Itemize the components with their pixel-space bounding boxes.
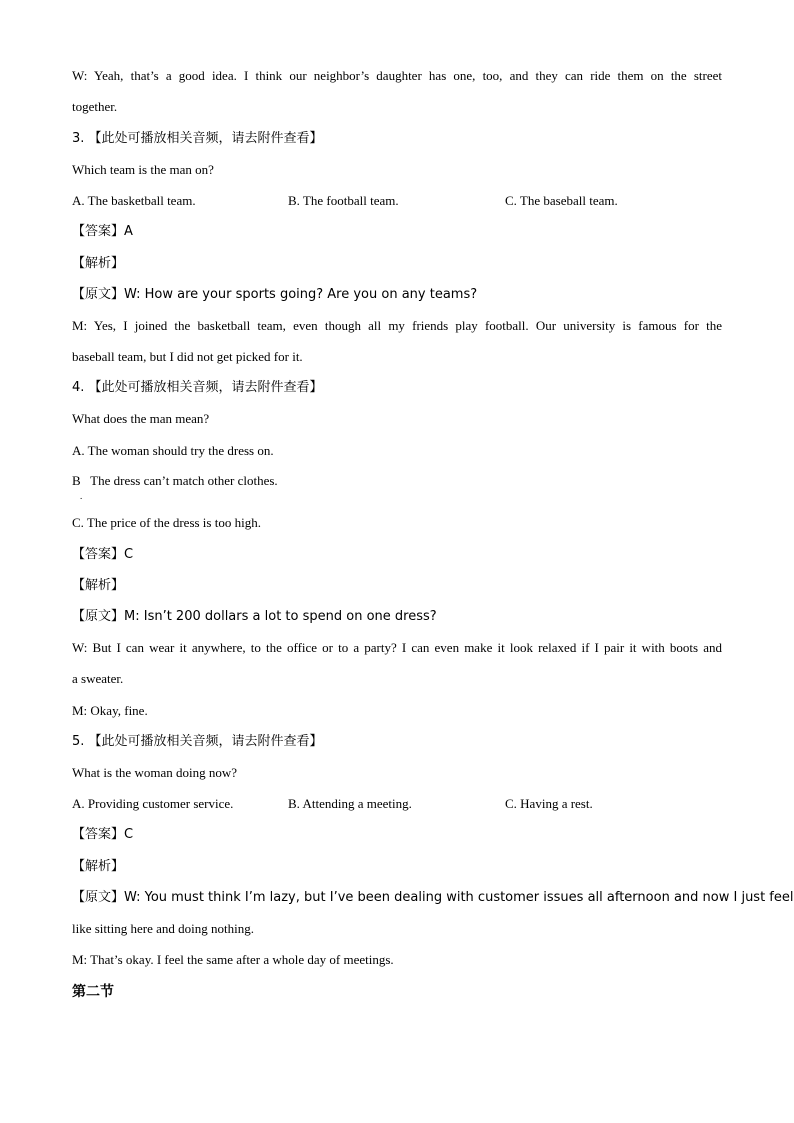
question-4-transcript: M: Okay, fine.: [72, 703, 148, 718]
question-4-analysis-label: 【解析】: [72, 578, 125, 593]
question-5-header: 5. 【此处可播放相关音频，请去附件查看】: [72, 734, 323, 749]
question-5-text: What is the woman doing now?: [72, 765, 237, 780]
question-4-transcript: a sweater.: [72, 671, 124, 686]
question-5-transcript: 【原文】W: You must think I’m lazy, but I’ve been dealing with customer issues all afternoon and now I just feel: [72, 890, 794, 905]
section-title: 第二节: [72, 984, 114, 1000]
question-4-option-b: B The dress can’t match other clothes.: [72, 473, 278, 488]
question-5-option-c: C. Having a rest.: [505, 796, 593, 811]
question-3-text: Which team is the man on?: [72, 162, 214, 177]
question-3-transcript: M: Yes, I joined the basketball team, even though all my friends play football. Our university is famous for the: [72, 318, 722, 333]
question-3-answer: 【答案】A: [72, 224, 133, 239]
question-3-transcript: baseball team, but I did not get picked for it.: [72, 349, 303, 364]
question-3-analysis-label: 【解析】: [72, 256, 125, 271]
dialogue-line: W: Yeah, that’s a good idea. I think our neighbor’s daughter has one, too, and they can ride them on the street: [72, 68, 722, 83]
question-4-text: What does the man mean?: [72, 411, 210, 426]
question-3-header: 3. 【此处可播放相关音频，请去附件查看】: [72, 131, 323, 146]
question-3-option-a: A. The basketball team.: [72, 193, 196, 208]
question-5-transcript: M: That’s okay. I feel the same after a whole day of meetings.: [72, 952, 394, 967]
question-4-header: 4. 【此处可播放相关音频，请去附件查看】: [72, 380, 323, 395]
question-5-option-a: A. Providing customer service.: [72, 796, 234, 811]
question-4-answer: 【答案】C: [72, 547, 134, 562]
question-4-transcript: W: But I can wear it anywhere, to the office or to a party? I can even make it look relaxed if I pair it with boots and: [72, 640, 722, 655]
dialogue-line: together.: [72, 99, 118, 114]
question-4-option-a: A. The woman should try the dress on.: [72, 443, 274, 458]
question-4-transcript: 【原文】M: Isn’t 200 dollars a lot to spend on one dress?: [72, 609, 437, 624]
question-3-option-b: B. The football team.: [288, 193, 399, 208]
question-5-transcript: like sitting here and doing nothing.: [72, 921, 254, 936]
question-5-answer: 【答案】C: [72, 827, 134, 842]
question-3-transcript: 【原文】W: How are your sports going? Are you on any teams?: [72, 287, 478, 302]
question-4-option-b-dot: .: [80, 491, 83, 501]
question-5-analysis-label: 【解析】: [72, 859, 125, 874]
question-5-option-b: B. Attending a meeting.: [288, 796, 412, 811]
question-4-option-c: C. The price of the dress is too high.: [72, 515, 261, 530]
question-3-option-c: C. The baseball team.: [505, 193, 618, 208]
